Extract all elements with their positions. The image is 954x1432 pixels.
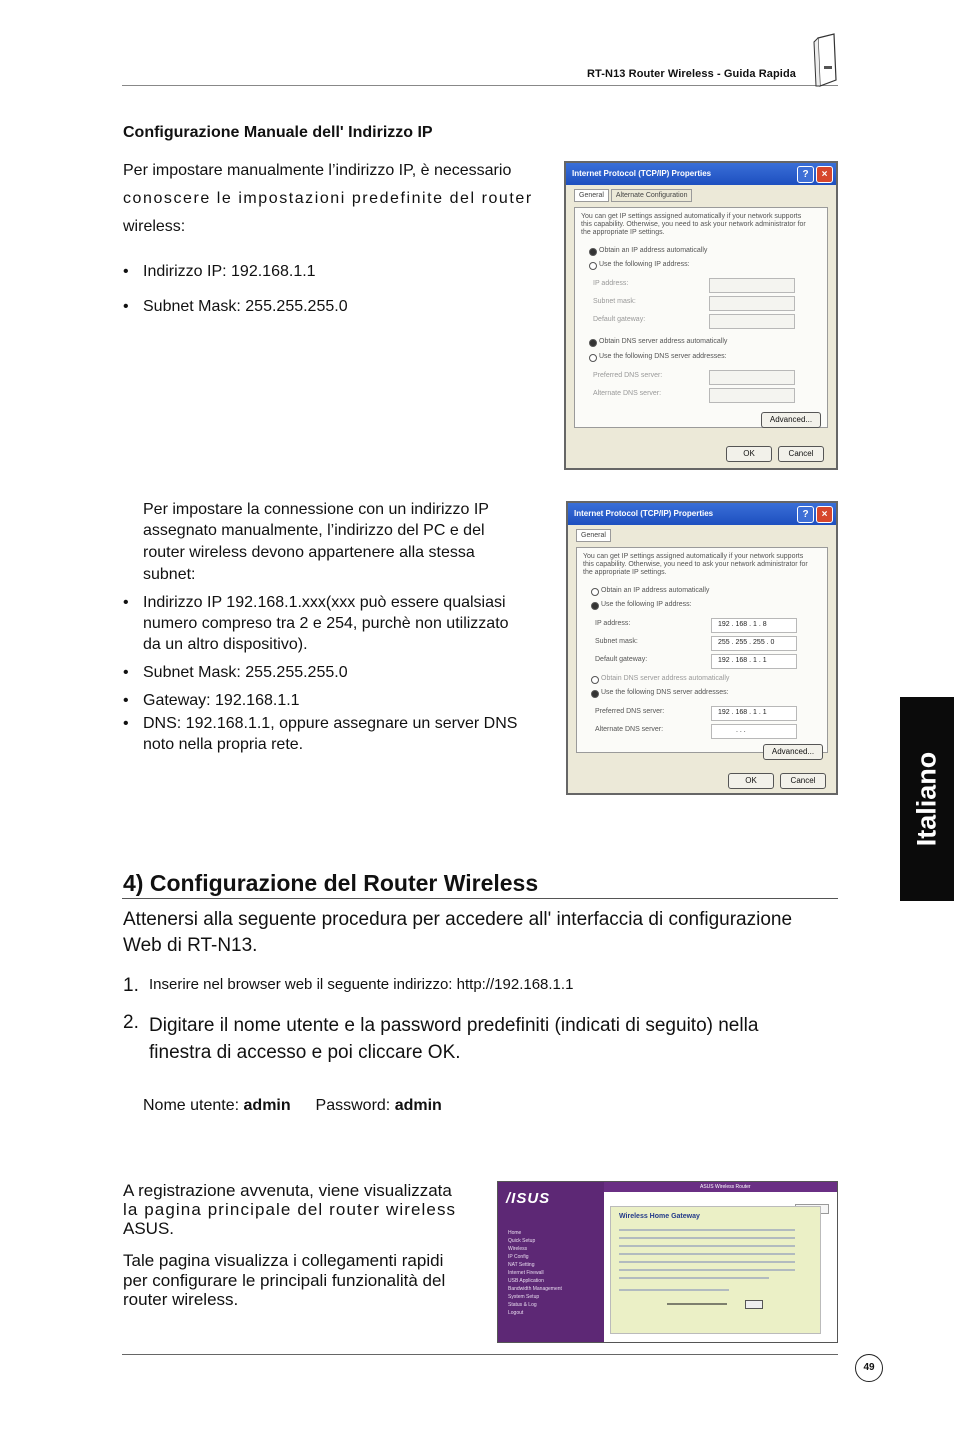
step2-number: 2.	[123, 1012, 139, 1033]
ip-field[interactable]	[711, 618, 797, 633]
asus-menu-firewall[interactable]: Internet Firewall	[508, 1270, 544, 1276]
credentials-line	[143, 1097, 442, 1115]
bullet-dns-line2: noto nella propria rete.	[143, 736, 304, 753]
gateway-field[interactable]	[709, 314, 795, 329]
content-line	[619, 1289, 729, 1291]
header-rule	[122, 85, 838, 86]
lbl-gw: Default gateway:	[595, 656, 648, 663]
asus-menu-ip-config[interactable]: IP Config	[508, 1254, 529, 1260]
section-intro	[123, 907, 792, 959]
running-header: RT-N13 Router Wireless - Guida Rapida	[587, 68, 796, 80]
opt-auto-ip: Obtain an IP address automatically	[601, 587, 710, 594]
password-label: Password:	[315, 1097, 391, 1114]
content-line	[619, 1261, 795, 1263]
dialog-title: Internet Protocol (TCP/IP) Properties	[572, 169, 712, 178]
next-button[interactable]	[745, 1300, 763, 1309]
cancel-button[interactable]: Cancel	[780, 773, 826, 789]
alt-dns-field[interactable]	[709, 388, 795, 403]
cancel-button[interactable]: Cancel	[778, 446, 824, 462]
asus-menu-system[interactable]: System Setup	[508, 1294, 540, 1300]
content-line	[619, 1245, 795, 1247]
radio-manual-ip[interactable]	[591, 602, 599, 610]
section-intro-line2: Web di RT-N13.	[123, 935, 258, 956]
asus-menu-nat[interactable]: NAT Setting	[508, 1262, 535, 1268]
radio-auto-ip[interactable]	[591, 588, 599, 596]
radio-manual-dns[interactable]	[591, 690, 599, 698]
bullet-pc-ip-line2: numero compreso tra 2 e 254, purchè non utilizzato	[143, 615, 509, 632]
mask-field[interactable]	[709, 296, 795, 311]
radio-manual-ip[interactable]	[589, 262, 597, 270]
asus-content	[610, 1206, 821, 1334]
manual-ip-intro-2: conoscere le impostazioni predefinite del router	[123, 190, 533, 207]
asus-menu-status[interactable]: Status & Log	[508, 1302, 537, 1308]
radio-auto-dns[interactable]	[591, 676, 599, 684]
bullet-gateway-text: Gateway: 192.168.1.1	[143, 692, 300, 709]
asus-sidebar	[498, 1182, 604, 1342]
section-intro-line1: Attenersi alla seguente procedura per accedere all' interfaccia di configurazione	[123, 909, 793, 930]
password-value: admin	[394, 1097, 442, 1114]
bullet-pc-ip-line3: da un altro dispositivo).	[143, 636, 308, 653]
opt-auto-dns: Obtain DNS server address automatically	[601, 675, 730, 682]
mask-field[interactable]	[711, 636, 797, 651]
quick-links-line3: router wireless.	[123, 1290, 239, 1309]
lbl-ip: IP address:	[595, 620, 631, 627]
lbl-ip: IP address:	[593, 280, 629, 287]
radio-auto-ip[interactable]	[589, 248, 597, 256]
opt-auto-dns: Obtain DNS server address automatically	[599, 338, 728, 345]
language-tab	[900, 697, 954, 901]
mask-value: 255 . 255 . 255 . 0	[718, 639, 775, 646]
manual-conn-intro-2: assegnato manualmente, l’indirizzo del PC e del	[143, 522, 485, 539]
radio-manual-dns[interactable]	[589, 354, 597, 362]
ip-value: 192 . 168 . 1 . 8	[718, 621, 767, 628]
bullet-gateway: • Gateway: 192.168.1.1	[123, 692, 300, 709]
after-login-line1: A registrazione avvenuta, viene visualizzata	[123, 1181, 452, 1200]
asus-top-title: ASUS Wireless Router	[700, 1184, 751, 1190]
asus-web-ui-screenshot	[497, 1181, 838, 1343]
opt-manual-ip: Use the following IP address:	[601, 601, 692, 608]
step1-text: Inserire nel browser web il seguente indirizzo: http://192.168.1.1	[149, 976, 574, 993]
username-value: admin	[243, 1097, 291, 1114]
manual-ip-intro-1: Per impostare manualmente l’indirizzo IP, è necessario	[123, 162, 512, 179]
pref-dns-field[interactable]	[709, 370, 795, 385]
step2-text	[149, 1012, 758, 1066]
asus-menu-bandwidth[interactable]: Bandwidth Management	[508, 1286, 562, 1292]
manual-ip-intro-3: wireless:	[123, 218, 186, 235]
footer-rule	[122, 1354, 838, 1355]
after-login-line2: la pagina principale del router wireless	[123, 1200, 457, 1219]
content-line	[667, 1303, 727, 1305]
step1-number: 1.	[123, 975, 139, 996]
tcpip-dialog-manual	[566, 501, 838, 795]
ok-button[interactable]: OK	[726, 446, 772, 462]
asus-menu-home[interactable]: Home	[508, 1230, 522, 1236]
manual-conn-intro-4: subnet:	[143, 566, 196, 583]
opt-auto-ip: Obtain an IP address automatically	[599, 247, 708, 254]
asus-menu-wireless[interactable]: Wireless	[508, 1246, 528, 1252]
asus-menu-usb[interactable]: USB Application	[508, 1278, 544, 1284]
lbl-pref-dns: Preferred DNS server:	[593, 372, 663, 379]
opt-manual-dns: Use the following DNS server addresses:	[599, 353, 727, 360]
page-number: 49	[855, 1354, 883, 1382]
manual-conn-intro-3: router wireless devono appartenere alla stessa	[143, 544, 475, 561]
after-login-line3: ASUS.	[123, 1219, 175, 1238]
advanced-button[interactable]: Advanced...	[763, 744, 823, 760]
alt-dns-value: . . .	[736, 727, 746, 734]
asus-menu-quick-setup[interactable]: Quick Setup	[508, 1238, 536, 1244]
username-label: Nome utente:	[143, 1097, 240, 1114]
bullet-default-mask: • Subnet Mask: 255.255.255.0	[123, 298, 348, 315]
bullet-dns: • DNS: 192.168.1.1, oppure assegnare un server DNS noto nella propria rete.	[123, 715, 518, 753]
content-line	[619, 1237, 795, 1239]
close-icon[interactable]: ×	[816, 506, 833, 523]
radio-auto-dns[interactable]	[589, 339, 597, 347]
step2-line1: Digitare il nome utente e la password predefiniti (indicati di seguito) nella	[149, 1015, 759, 1036]
lbl-pref-dns: Preferred DNS server:	[595, 708, 665, 715]
dialog2-pane	[576, 547, 828, 756]
bullet-dns-line1: DNS: 192.168.1.1, oppure assegnare un server DNS	[143, 715, 518, 732]
pref-dns-value: 192 . 168 . 1 . 1	[718, 709, 767, 716]
bullet-pc-mask-text: Subnet Mask: 255.255.255.0	[143, 664, 348, 681]
quick-links-text	[123, 1251, 483, 1310]
tab-general[interactable]: General	[574, 189, 609, 202]
help-icon[interactable]: ?	[797, 166, 814, 183]
ip-field[interactable]	[709, 278, 795, 293]
dialog-desc: You can get IP settings assigned automatically if your network supports this capability. Otherwise, you need to ask your network administrator for the appropriate IP settings.	[581, 213, 806, 236]
step2-line2: finestra di accesso e poi cliccare OK.	[149, 1042, 461, 1063]
lbl-gw: Default gateway:	[593, 316, 646, 323]
advanced-button[interactable]: Advanced...	[761, 412, 821, 428]
lbl-mask: Subnet mask:	[595, 638, 638, 645]
asus-topbar	[604, 1182, 837, 1192]
tab-alternate[interactable]: Alternate Configuration	[611, 189, 693, 202]
content-line	[619, 1253, 795, 1255]
ok-button[interactable]: OK	[728, 773, 774, 789]
content-line	[619, 1269, 795, 1271]
language-tab-label: Italiano	[911, 751, 942, 847]
opt-manual-dns: Use the following DNS server addresses:	[601, 689, 729, 696]
lbl-alt-dns: Alternate DNS server:	[593, 390, 662, 397]
content-line	[619, 1229, 795, 1231]
quick-links-line2: per configurare le principali funzionalità del	[123, 1270, 446, 1290]
manual-conn-intro-1: Per impostare la connessione con un indirizzo IP	[143, 501, 489, 518]
asus-logo: /ISUS	[506, 1190, 551, 1207]
tcpip-dialog-auto	[564, 161, 838, 470]
tab-general[interactable]: General	[576, 529, 611, 542]
lbl-mask: Subnet mask:	[593, 298, 636, 305]
bullet-pc-ip: • Indirizzo IP 192.168.1.xxx(xxx può essere qualsiasi numero compreso tra 2 e 254, purchè non utilizzato da un altro dispositivo).	[123, 594, 509, 653]
section-heading: 4) Configurazione del Router Wireless	[123, 870, 539, 896]
bullet-default-mask-text: Subnet Mask: 255.255.255.0	[143, 298, 348, 315]
router-icon	[810, 32, 840, 88]
asus-menu-logout[interactable]: Logout	[508, 1310, 524, 1316]
dialog-pane	[574, 207, 828, 428]
pref-dns-field[interactable]	[711, 706, 797, 721]
section-rule	[122, 898, 838, 899]
gateway-field[interactable]	[711, 654, 797, 669]
quick-links-line1: Tale pagina visualizza i collegamenti rapidi	[123, 1251, 444, 1270]
manual-ip-heading: Configurazione Manuale dell' Indirizzo IP	[123, 124, 433, 141]
bullet-pc-mask: • Subnet Mask: 255.255.255.0	[123, 664, 348, 681]
alt-dns-field[interactable]	[711, 724, 797, 739]
after-login-text	[123, 1181, 483, 1238]
bullet-default-ip-text: Indirizzo IP: 192.168.1.1	[143, 263, 316, 280]
dialog2-title: Internet Protocol (TCP/IP) Properties	[574, 509, 714, 518]
help-icon[interactable]: ?	[797, 506, 814, 523]
lbl-alt-dns: Alternate DNS server:	[595, 726, 664, 733]
dialog-titlebar	[566, 163, 836, 185]
bullet-pc-ip-line1: Indirizzo IP 192.168.1.xxx(xxx può essere qualsiasi	[143, 594, 506, 611]
dialog2-titlebar	[568, 503, 836, 525]
close-icon[interactable]: ×	[816, 166, 833, 183]
asus-content-heading: Wireless Home Gateway	[619, 1213, 700, 1220]
gateway-value: 192 . 168 . 1 . 1	[718, 657, 767, 664]
dialog2-desc: You can get IP settings assigned automatically if your network supports this capability. Otherwise, you need to ask your network administrator for the appropriate IP settings.	[583, 553, 808, 576]
opt-manual-ip: Use the following IP address:	[599, 261, 690, 268]
content-line	[619, 1277, 769, 1279]
bullet-default-ip: • Indirizzo IP: 192.168.1.1	[123, 263, 316, 280]
